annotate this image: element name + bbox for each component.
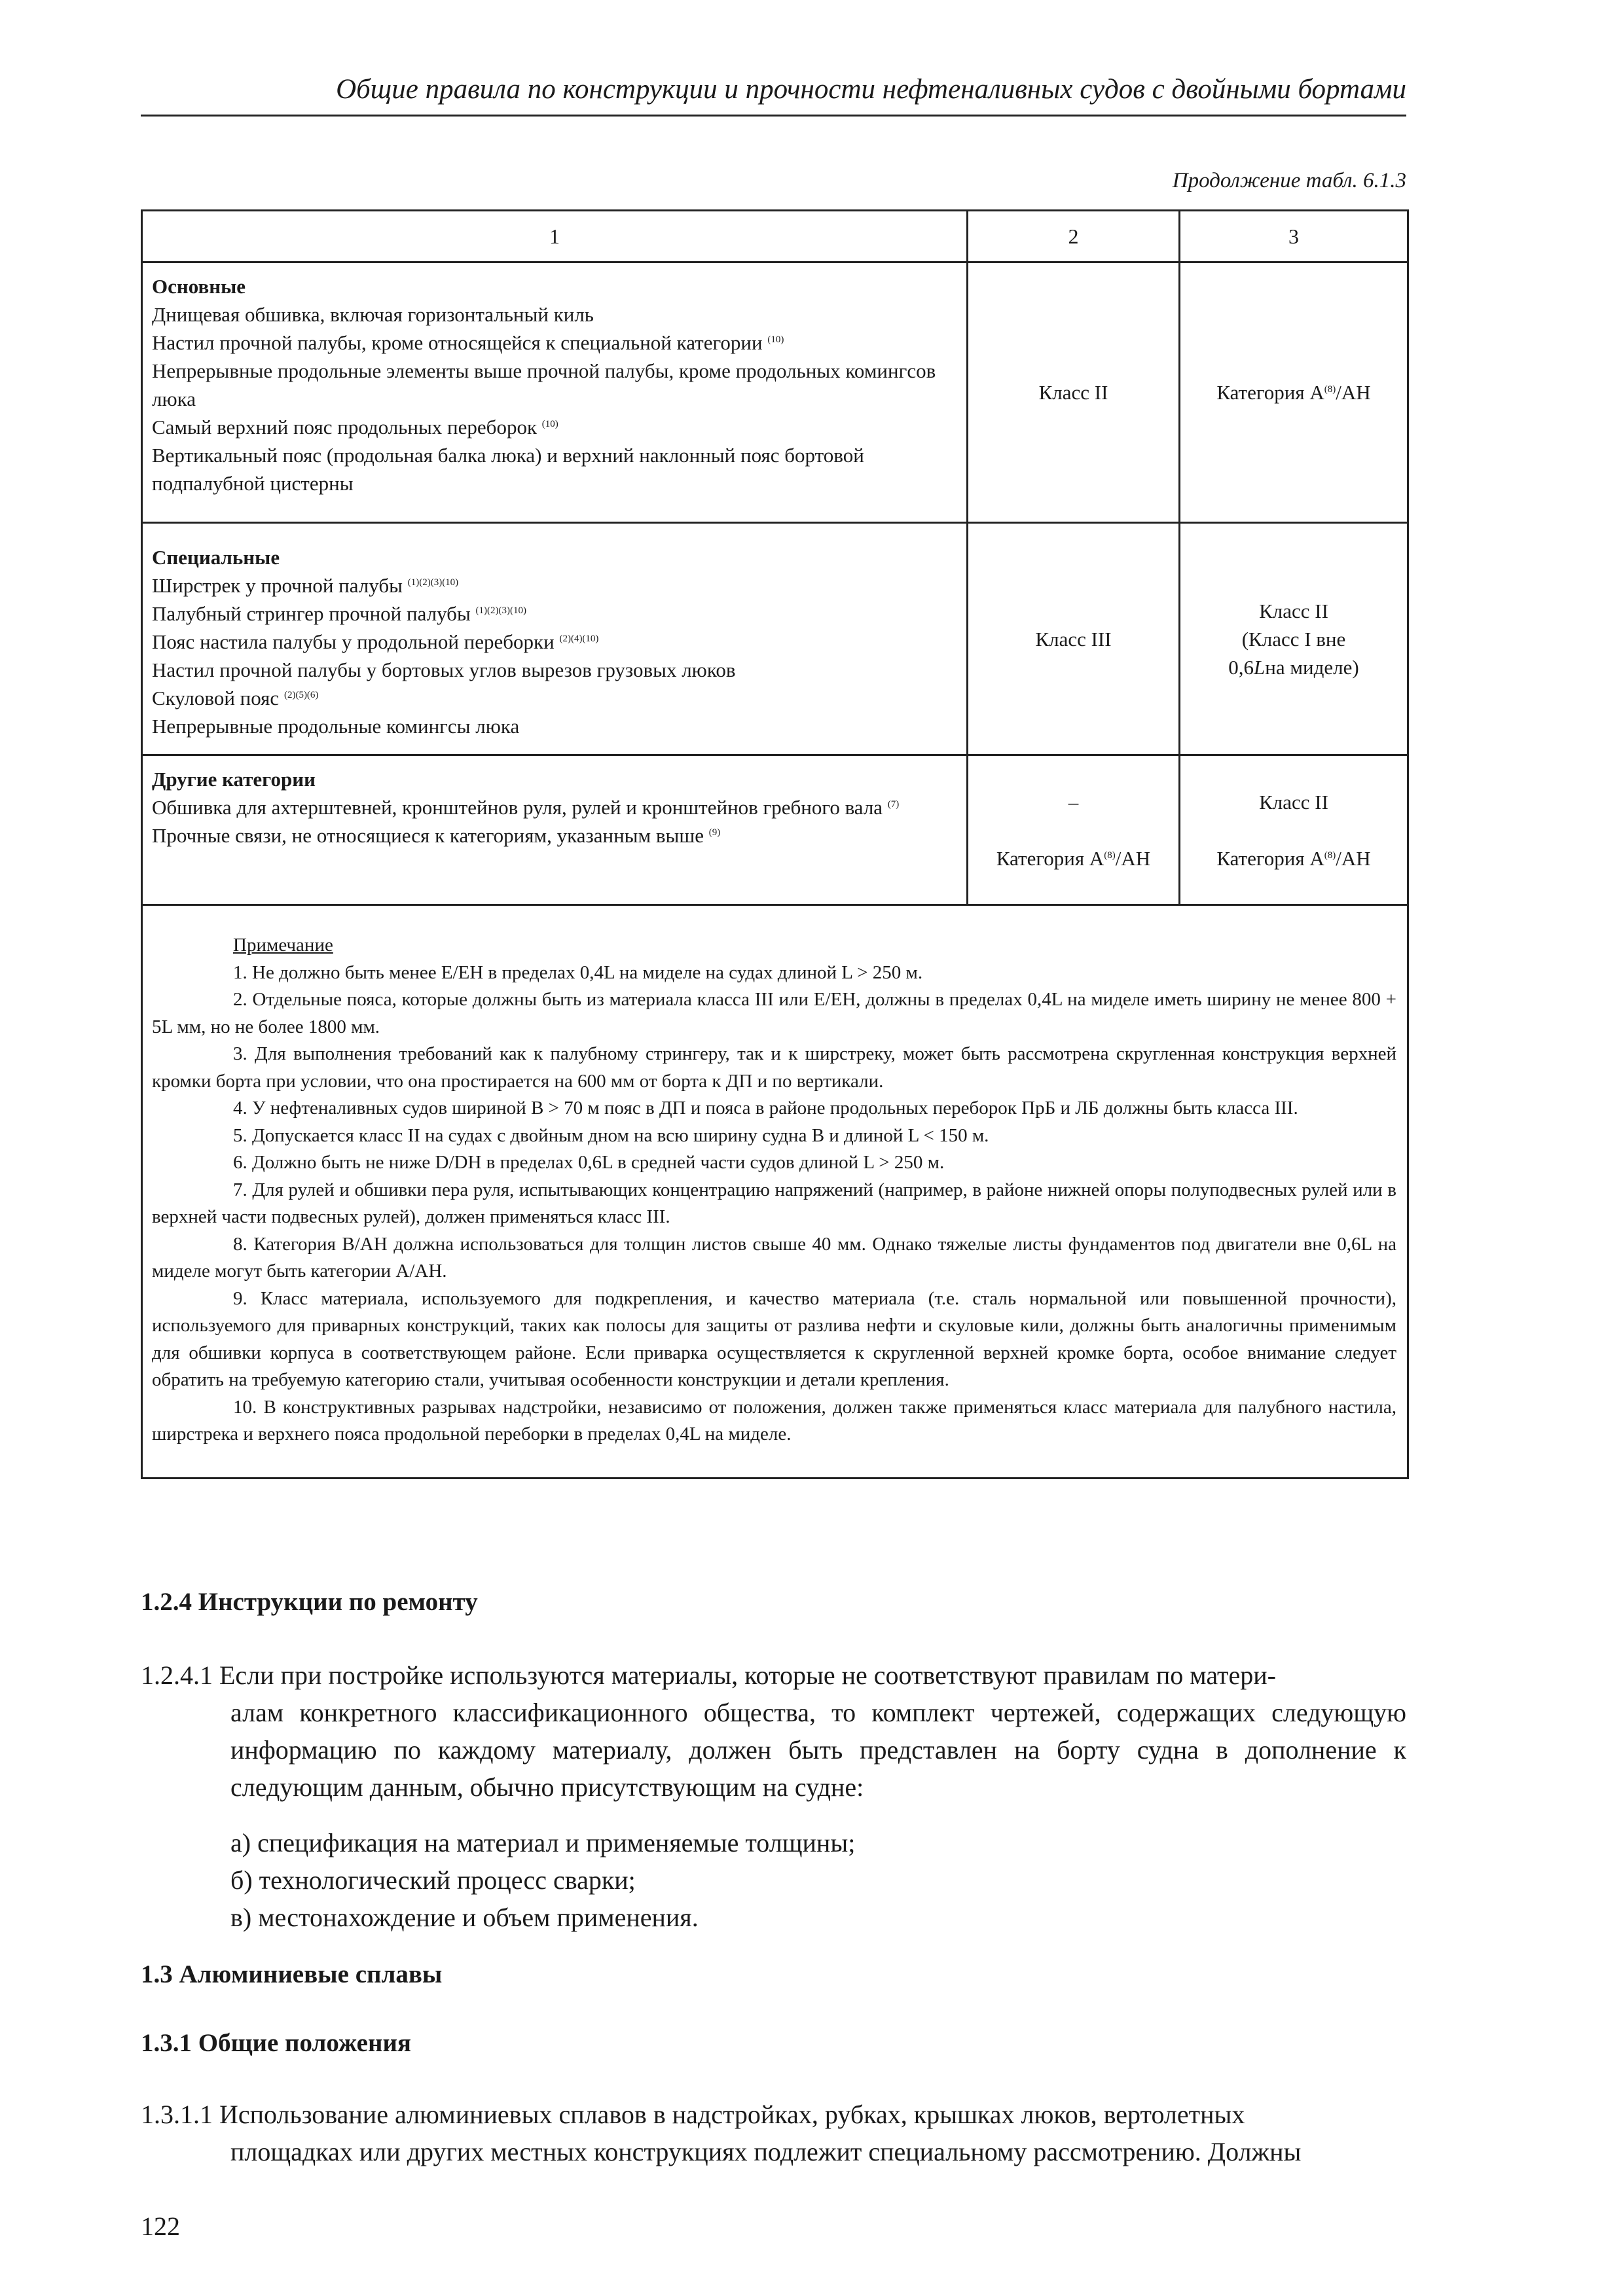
category-item: Самый верхний пояс продольных переборок $^{(10)}$ <box>152 416 558 439</box>
grade-cell: Класс II Категория $A^{(8)}/AH$ <box>1180 755 1408 905</box>
category-item: Обшивка для ахтерштевней, кронштейнов руля, рулей и кронштейнов гребного вала $^{(7)}$ <box>152 796 900 819</box>
category-title: Другие категории <box>152 768 316 791</box>
category-item: Ширстрек у прочной палубы $^{(1)(2)(3)(10)}$ <box>152 574 459 597</box>
table-row <box>142 755 1408 905</box>
list-item: а) спецификация на материал и применяемые толщины; <box>230 1828 856 1857</box>
paragraph-number: 1.3.1.1 <box>141 2100 213 2129</box>
table-row <box>142 523 1408 755</box>
list-item: б) технологический процесс сварки; <box>230 1865 636 1895</box>
list-item: в) местонахождение и объем применения. <box>230 1903 699 1932</box>
class-cell: Класс II <box>968 262 1180 523</box>
note-item: 7. Для рулей и обшивки пера руля, испытывающих концентрацию напряжений (например, в районе нижней опоры полуподвесных рулей или в верхней части подвесных рулей), должен применяться класс III. <box>152 1179 1396 1227</box>
column-header-1: 1 <box>142 211 968 262</box>
grade-cell: Класс II (Класс I вне 0,6Lна миделе) <box>1180 523 1408 755</box>
note-item: 2. Отдельные пояса, которые должны быть из материала класса III или E/EH, должны в пределах 0,4L на миделе иметь ширину не менее 800 + 5L мм, но не более 1800 мм. <box>152 989 1396 1037</box>
running-header: Общие правила по конструкции и прочности нефтеналивных судов с двойными бортами <box>336 74 1406 105</box>
section-heading-1-2-4: 1.2.4 Инструкции по ремонту <box>141 1588 478 1616</box>
category-item: Скуловой пояс $^{(2)(5)(6)}$ <box>152 687 319 709</box>
category-item: Настил прочной палубы у бортовых углов вырезов грузовых люков <box>152 658 736 681</box>
category-item: Вертикальный пояс (продольная балка люка) и верхний наклонный пояс бортовой подпалубной цистерны <box>152 444 864 495</box>
notes-cell <box>142 905 1408 1479</box>
category-item: Палубный стрингер прочной палубы $^{(1)(2)(3)(10)}$ <box>152 602 527 625</box>
category-item: Пояс настила палубы у продольной переборки $^{(2)(4)(10)}$ <box>152 630 599 653</box>
category-title: Основные <box>152 275 246 298</box>
table-header-row <box>142 211 1408 262</box>
category-item: Настил прочной палубы, кроме относящейся к специальной категории $^{(10)}$ <box>152 331 784 354</box>
category-title: Специальные <box>152 546 280 569</box>
column-header-3: 3 <box>1180 211 1408 262</box>
table-continuation-label: Продолжение табл. 6.1.3 <box>1172 169 1406 192</box>
category-cell <box>142 755 968 905</box>
note-item: 9. Класс материала, используемого для подкрепления, и качество материала (т.е. сталь нормальной или повышенной прочности), используемого для приварных конструкций, таких как полосы для защиты от разлива нефти и скуловые кили, должны быть аналогичны применимым для обшивки корпуса в соответствующем районе. Если приварка осуществляется к скругленной верхней кромке борта, особое внимание следует обратить на требуемую категорию стали, учитывая особенности конструкции и детали крепления. <box>152 1287 1396 1390</box>
paragraph-number: 1.2.4.1 <box>141 1660 213 1690</box>
notes-title: Примечание <box>233 935 333 956</box>
category-item: Днищевая обшивка, включая горизонтальный киль <box>152 303 594 326</box>
category-cell <box>142 262 968 523</box>
note-item: 6. Должно быть не ниже D/DH в пределах 0,6L в средней части судов длиной L > 250 м. <box>233 1152 945 1173</box>
page-number: 122 <box>141 2212 180 2241</box>
paragraph-first-line: 1.3.1.1 Использование алюминиевых сплавов в надстройках, рубках, крышках люков, вертолетных <box>141 2100 1245 2129</box>
table-row <box>142 262 1408 523</box>
class-cell: – Категория $A^{(8)}/AH$ <box>968 755 1180 905</box>
note-item: 5. Допускается класс II на судах с двойным дном на всю ширину судна B и длиной L < 150 м. <box>233 1124 989 1146</box>
note-item: 4. У нефтеналивных судов шириной B > 70 м пояс в ДП и пояса в районе продольных переборок ПрБ и ЛБ должны быть класса III. <box>233 1098 1298 1119</box>
column-header-2: 2 <box>968 211 1180 262</box>
note-item: 8. Категория B/AH должна использоваться для толщин листов свыше 40 мм. Однако тяжелые листы фундаментов под двигатели вне 0,6L на миделе могут быть категории A/AH. <box>152 1233 1396 1282</box>
note-item: 3. Для выполнения требований как к палубному стрингеру, так и к ширстреку, может быть рассмотрена скругленная конструкция верхней кромки борта при условии, что она простирается на 600 мм от борта к ДП и по вертикали. <box>152 1043 1396 1092</box>
section-heading-1-3-1: 1.3.1 Общие положения <box>141 2029 412 2057</box>
class-cell: Класс III <box>968 523 1180 755</box>
table-notes-row <box>142 905 1408 1479</box>
header-rule <box>141 115 1406 117</box>
paragraph-body: площадках или других местных конструкциях подлежит специальному рассмотрению. Должны <box>230 2137 1302 2166</box>
section-heading-1-3: 1.3 Алюминиевые сплавы <box>141 1960 443 1988</box>
paragraph-1-2-4-1 <box>141 1657 1406 1806</box>
paragraph-body: алам конкретного классификационного общества, то комплект чертежей, содержащих следующую информацию по каждому материалу, должен быть представлен на борту судна в дополнение к следующим данным, обычно присутствующим на судне: <box>230 1698 1406 1802</box>
category-cell <box>142 523 968 755</box>
paragraph-first-line: 1.2.4.1 Если при постройке используются материалы, которые не соответствуют правилам по матери- <box>141 1660 1277 1690</box>
material-class-table <box>141 209 1409 1479</box>
grade-cell: Категория $A^{(8)}/AH$ <box>1180 262 1408 523</box>
category-item: Прочные связи, не относящиеся к категориям, указанным выше $^{(9)}$ <box>152 824 721 847</box>
category-item: Непрерывные продольные элементы выше прочной палубы, кроме продольных комингсов люка <box>152 359 936 410</box>
paragraph-1-3-1-1 <box>141 2096 1406 2170</box>
requirements-list <box>230 1824 855 1936</box>
category-item: Непрерывные продольные комингсы люка <box>152 715 520 738</box>
note-item: 1. Не должно быть менее E/EH в пределах 0,4L на миделе на судах длиной L > 250 м. <box>233 961 923 983</box>
note-item: 10. В конструктивных разрывах надстройки, независимо от положения, должен также применяться класс материала для палубного настила, ширстрека и верхнего пояса продольной переборки в пределах 0,4L на миделе. <box>152 1396 1396 1444</box>
